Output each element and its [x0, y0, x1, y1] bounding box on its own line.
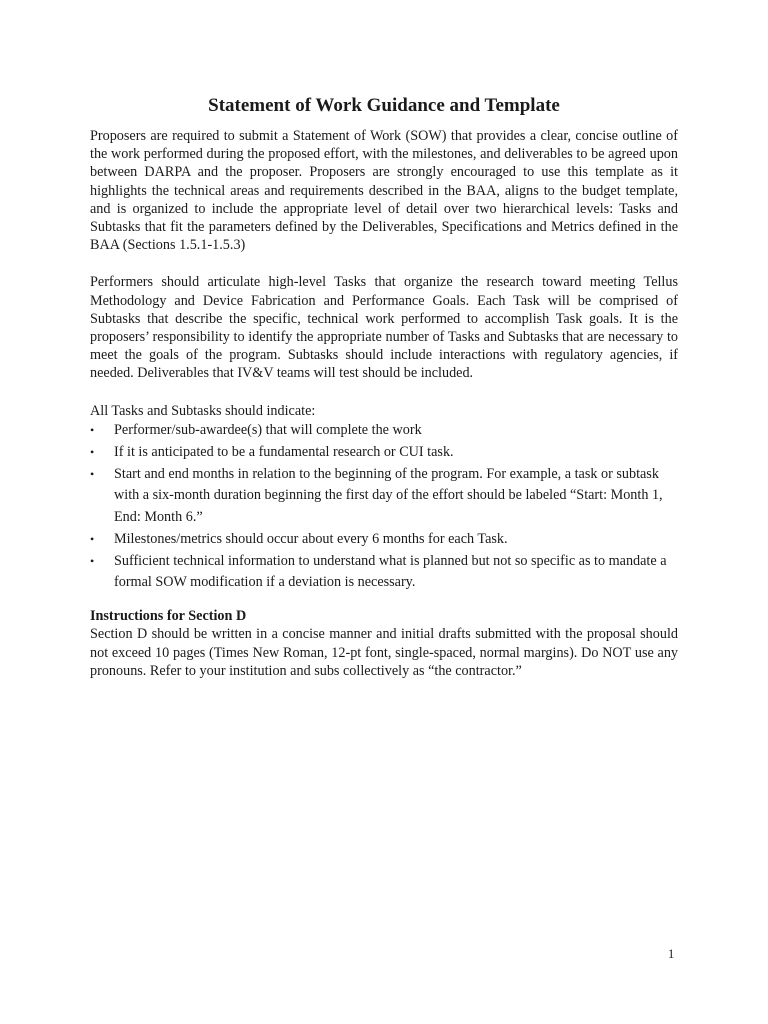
list-item-text: If it is anticipated to be a fundamental research or CUI task. [114, 444, 454, 461]
tasks-indicate-paragraph: All Tasks and Subtasks should indicate: [90, 402, 316, 419]
list-item-text: Sufficient technical information to understand what is planned but not so specific as to mandate a formal SOW modification if a deviation is necessary. [114, 553, 667, 591]
document-page [90, 94, 678, 680]
task-requirements-list [90, 420, 678, 594]
intro-paragraph: Proposers are required to submit a Statement of Work (SOW) that provides a clear, concise outline of the work performed during the proposed effort, with the milestones, and deliverables to be agreed upon between DARPA and the proposer. Proposers are strongly encouraged to use this template as it highlights the technical areas and requirements described in the BAA, aligns to the budget template, and is organized to include the appropriate level of detail over two hierarchical levels: Tasks and Subtasks that fit the parameters defined by the Deliverables, Specifications and Metrics defined in the BAA (Sections 1.5.1-1.5.3) [90, 128, 678, 254]
document-title: Statement of Work Guidance and Template [208, 95, 560, 116]
list-item [90, 464, 678, 528]
section-d-paragraph: Section D should be written in a concise manner and initial drafts submitted with the proposal should not exceed 10 pages (Times New Roman, 12-pt font, single-spaced, normal margins). Do NOT use any pronouns. Refer to your institution and subs collectively as “the contractor.” [90, 626, 678, 679]
section-d-heading: Instructions for Section D [90, 608, 247, 625]
bullet-icon: • [90, 467, 95, 482]
bullet-icon: • [90, 554, 95, 569]
list-item [90, 551, 678, 593]
bullet-icon: • [90, 445, 95, 460]
bullet-icon: • [90, 422, 95, 437]
list-item [90, 442, 678, 463]
page-number: 1 [668, 947, 675, 961]
bullet-icon: • [90, 531, 95, 546]
list-item-text: Milestones/metrics should occur about every 6 months for each Task. [114, 530, 508, 547]
list-item [90, 420, 678, 441]
list-item [90, 529, 678, 550]
performers-paragraph: Performers should articulate high-level Tasks that organize the research toward meeting Tellus Methodology and Device Fabrication and Performance Goals. Each Task will be comprised of Subtasks that describe the specific, technical work performed to accomplish Task goals. It is the proposers’ responsibility to identify the appropriate number of Tasks and Subtasks that are necessary to meet the goals of the program. Subtasks should include interactions with regulatory agencies, if needed. Deliverables that IV&V teams will test should be included. [90, 274, 678, 382]
list-item-text: Performer/sub-awardee(s) that will complete the work [114, 421, 422, 438]
list-item-text: Start and end months in relation to the beginning of the program. For example, a task or subtask with a six-month duration beginning the first day of the effort should be labeled “Start: Month 1, End: Month 6.” [114, 466, 663, 525]
